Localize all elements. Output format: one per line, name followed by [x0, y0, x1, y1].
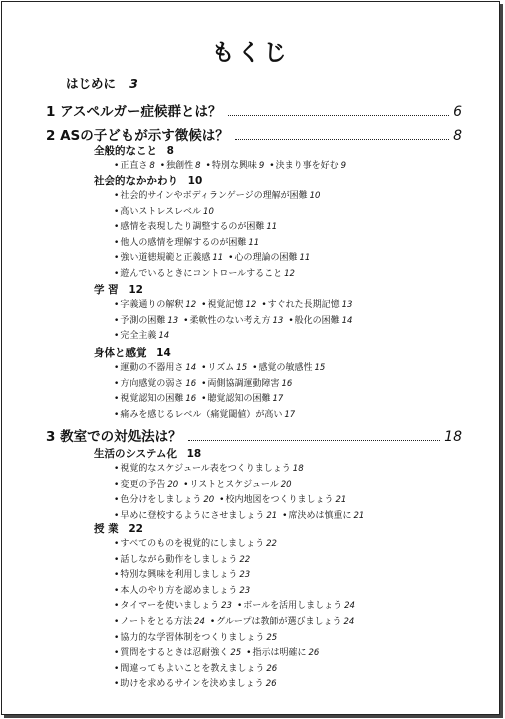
- bullet: •: [114, 253, 120, 264]
- toc-line: [114, 190, 325, 202]
- entry-title: 感情を表現したり調整するのが困難: [120, 222, 265, 233]
- entry-title: 校内地図をつくりましょう: [225, 495, 334, 506]
- bullet: •: [114, 464, 120, 474]
- entry-title: 視覚認知の困難: [120, 394, 184, 405]
- bullet: •: [114, 617, 120, 627]
- entry-title: 高いストレスレベル: [120, 206, 202, 217]
- entry-page: 14: [185, 363, 197, 373]
- subsection-heading: [94, 173, 202, 188]
- bullet: •: [114, 479, 120, 490]
- toc-page: [1, 1, 500, 715]
- entry-page: 9: [258, 161, 265, 171]
- entry-page: 14: [341, 315, 353, 326]
- subsection-page: 22: [128, 523, 143, 535]
- bullet: •: [114, 585, 120, 596]
- entry-title: ボールを活用しましょう: [243, 601, 343, 612]
- entry-title: 般化の困難: [294, 315, 340, 326]
- bullet: •: [114, 539, 120, 549]
- intro-page: 3: [129, 76, 138, 91]
- bullet: •: [201, 363, 207, 373]
- toc-line: [114, 315, 357, 327]
- entry-page: 23: [239, 570, 251, 581]
- bullet: •: [201, 394, 207, 405]
- toc-line: [114, 678, 282, 690]
- dot-leader: [235, 139, 449, 140]
- bullet: •: [114, 570, 120, 581]
- entry-page: 8: [195, 161, 201, 171]
- subsection-page: 18: [186, 448, 202, 460]
- bullet: •: [114, 161, 120, 171]
- entry-page: 8: [149, 161, 155, 171]
- entry-title: 席決めは慎重に: [288, 510, 352, 521]
- subsection-title: 生活のシステム化: [94, 448, 177, 460]
- bullet: •: [252, 363, 258, 373]
- entry-page: 21: [266, 510, 278, 521]
- subsection-title: 学 習: [94, 284, 119, 296]
- section-heading: [46, 100, 462, 120]
- bullet: •: [114, 269, 120, 279]
- entry-page: 21: [353, 510, 365, 521]
- bullet: •: [219, 495, 225, 506]
- entry-title: リズム: [207, 363, 235, 373]
- subsection-title: 全般的なこと: [94, 145, 157, 157]
- entry-title: すぐれた長期記憶: [267, 300, 340, 310]
- toc-line: [114, 463, 309, 475]
- entry-title: ノートをとる方法: [120, 617, 193, 627]
- entry-page: 26: [308, 648, 320, 659]
- toc-line: [114, 409, 300, 421]
- toc-line: [114, 554, 255, 566]
- section-page: 6: [453, 104, 462, 120]
- bullet: •: [183, 315, 189, 326]
- entry-page: 24: [194, 617, 205, 627]
- entry-page: 22: [239, 554, 251, 565]
- entry-page: 20: [167, 479, 179, 490]
- bullet: •: [114, 394, 120, 405]
- toc-line: [114, 585, 255, 597]
- bullet: •: [236, 601, 243, 612]
- bullet: •: [114, 222, 120, 233]
- entry-page: 26: [266, 663, 278, 674]
- toc-line: [114, 393, 288, 405]
- entry-page: 16: [185, 394, 197, 405]
- entry-page: 22: [266, 539, 277, 549]
- entry-page: 23: [221, 601, 232, 612]
- toc-line: [114, 479, 297, 491]
- entry-page: 10: [203, 206, 214, 217]
- toc-line: [114, 378, 297, 390]
- subsection-page: 10: [187, 175, 203, 187]
- toc-line: [114, 616, 359, 628]
- subsection-heading: [94, 345, 171, 360]
- entry-page: 24: [343, 617, 355, 627]
- entry-title: 強い道徳規範と正義感: [120, 253, 211, 264]
- bullet: •: [114, 315, 120, 326]
- entry-title: 聴覚認知の困難: [207, 394, 271, 405]
- page-title: もくじ: [211, 40, 290, 66]
- bullet: •: [282, 510, 288, 521]
- entry-title: 質問をするときは忍耐強く: [120, 648, 229, 659]
- entry-title: 痛みを感じるレベル（痛覚閾値）が高い: [120, 409, 283, 420]
- entry-page: 20: [203, 495, 215, 506]
- entry-title: グループは教師が選びましょう: [216, 617, 342, 627]
- entry-title: すべてのものを視覚的にしましょう: [120, 539, 265, 549]
- entry-page: 13: [341, 300, 353, 310]
- intro-entry: [66, 74, 138, 92]
- bullet: •: [114, 663, 120, 674]
- entry-title: 指示は明確に: [252, 648, 307, 659]
- bullet: •: [114, 331, 120, 342]
- bullet: •: [114, 679, 120, 690]
- entry-title: 感覚の敏感性: [258, 363, 313, 373]
- bullet: •: [114, 648, 120, 659]
- subsection-title: 授 業: [94, 523, 119, 535]
- entry-page: 11: [266, 222, 278, 233]
- section-title: 2 ASの子どもが示す徴候は？: [46, 128, 229, 144]
- bullet: •: [209, 617, 216, 627]
- toc-line: [114, 510, 369, 522]
- bullet: •: [114, 300, 120, 310]
- entry-page: 26: [265, 679, 277, 690]
- entry-title: 色分けをしましょう: [120, 495, 202, 506]
- entry-title: 字義通りの解釈: [120, 300, 184, 310]
- toc-line: [114, 268, 300, 280]
- section-heading: [46, 124, 462, 144]
- subsection-heading: [94, 282, 143, 297]
- entry-page: 12: [185, 300, 197, 310]
- entry-page: 16: [185, 378, 197, 389]
- entry-title: 視覚記憶: [207, 300, 244, 310]
- toc-line: [114, 206, 219, 218]
- bullet: •: [261, 300, 267, 310]
- bullet: •: [114, 409, 120, 420]
- entry-title: 両側協調運動障害: [207, 378, 280, 389]
- bullet: •: [201, 300, 207, 310]
- section-title: 3 教室での対処法は？: [46, 429, 182, 445]
- bullet: •: [114, 554, 120, 565]
- toc-line: [114, 600, 360, 612]
- section-heading: [46, 425, 462, 445]
- toc-line: [114, 632, 282, 644]
- toc-line: [114, 494, 351, 506]
- bullet: •: [114, 237, 120, 248]
- bullet: •: [114, 363, 120, 373]
- entry-page: 13: [167, 315, 179, 326]
- toc-line: [114, 330, 174, 342]
- entry-title: 特別な興味を利用しましょう: [120, 570, 238, 581]
- subsection-page: 14: [156, 347, 171, 359]
- entry-page: 25: [266, 632, 278, 643]
- dot-leader: [228, 115, 450, 116]
- entry-title: 助けを求めるサインを決めましょう: [120, 679, 264, 690]
- entry-page: 9: [340, 161, 346, 171]
- entry-page: 11: [212, 253, 224, 264]
- entry-title: 本人のやり方を認めましょう: [120, 585, 238, 596]
- entry-page: 20: [280, 479, 292, 490]
- entry-page: 11: [299, 253, 311, 264]
- entry-page: 17: [284, 409, 296, 420]
- entry-title: 間違ってもよいことを教えましょう: [120, 663, 265, 674]
- bullet: •: [201, 378, 207, 389]
- entry-title: 柔軟性のない考え方: [189, 315, 271, 326]
- entry-title: 運動の不器用さ: [120, 363, 184, 373]
- entry-title: 完全主義: [120, 331, 157, 342]
- bullet: •: [114, 206, 120, 217]
- entry-title: 特別な興味: [211, 161, 257, 171]
- entry-page: 23: [239, 585, 251, 596]
- entry-title: 独創性: [166, 161, 194, 171]
- subsection-title: 社会的なかかわり: [94, 175, 178, 187]
- subsection-heading: [94, 143, 174, 158]
- entry-title: 協力的な学習体制をつくりましょう: [120, 632, 265, 643]
- entry-title: 心の理論の困難: [234, 253, 298, 264]
- section-title: 1 アスペルガー症候群とは？: [46, 104, 222, 120]
- entry-page: 21: [335, 495, 347, 506]
- entry-title: 予測の困難: [120, 315, 166, 326]
- toc-line: [114, 237, 264, 249]
- bullet: •: [228, 253, 234, 264]
- entry-page: 15: [236, 363, 248, 373]
- entry-title: タイマーを使いましょう: [120, 601, 220, 612]
- bullet: •: [114, 632, 120, 643]
- entry-title: 方向感覚の弱さ: [120, 378, 184, 389]
- entry-page: 12: [284, 269, 295, 279]
- bullet: •: [159, 161, 166, 171]
- entry-page: 17: [272, 394, 284, 405]
- subsection-page: 12: [128, 284, 143, 296]
- toc-line: [114, 538, 282, 550]
- bullet: •: [114, 510, 120, 521]
- intro-label: はじめに: [66, 76, 117, 91]
- subsection-heading: [94, 446, 201, 461]
- subsection-heading: [94, 521, 143, 536]
- subsection-page: 8: [166, 145, 174, 157]
- entry-page: 25: [230, 648, 242, 659]
- entry-title: 社会的サインやボディランゲージの理解が困難: [120, 191, 308, 201]
- toc-line: [114, 362, 330, 374]
- bullet: •: [269, 161, 275, 171]
- entry-title: 話しながら動作をしましょう: [120, 554, 238, 565]
- entry-page: 18: [292, 464, 304, 474]
- bullet: •: [183, 479, 189, 490]
- toc-line: [114, 647, 324, 659]
- dot-leader: [188, 440, 441, 441]
- bullet: •: [205, 161, 211, 171]
- entry-page: 14: [158, 331, 170, 342]
- toc-line: [114, 252, 315, 264]
- bullet: •: [114, 191, 120, 201]
- toc-line: [114, 569, 255, 581]
- entry-page: 10: [309, 191, 321, 201]
- entry-page: 11: [248, 237, 260, 248]
- entry-title: 遊んでいるときにコントロールすること: [120, 269, 283, 279]
- entry-title: 決まり事を好む: [275, 161, 339, 171]
- entry-title: 変更の予告: [120, 479, 166, 490]
- entry-page: 15: [314, 363, 326, 373]
- section-page: 8: [453, 128, 462, 144]
- bullet: •: [114, 378, 120, 389]
- subsection-title: 身体と感覚: [94, 347, 147, 359]
- entry-title: 正直さ: [120, 161, 148, 171]
- bullet: •: [288, 315, 294, 326]
- toc-line: [114, 221, 282, 233]
- entry-title: リストとスケジュール: [189, 479, 279, 490]
- entry-title: 視覚的なスケジュール表をつくりましょう: [120, 464, 291, 474]
- toc-line: [114, 663, 282, 675]
- entry-page: 24: [344, 601, 355, 612]
- toc-line: [114, 160, 351, 172]
- entry-page: 16: [281, 378, 293, 389]
- toc-line: [114, 299, 357, 311]
- bullet: •: [114, 495, 120, 506]
- entry-page: 13: [272, 315, 284, 326]
- bullet: •: [114, 601, 120, 612]
- entry-page: 12: [245, 300, 257, 310]
- bullet: •: [246, 648, 252, 659]
- section-page: 18: [444, 429, 462, 445]
- entry-title: 早めに登校するようにさせましょう: [120, 510, 265, 521]
- entry-title: 他人の感情を理解するのが困難: [120, 237, 247, 248]
